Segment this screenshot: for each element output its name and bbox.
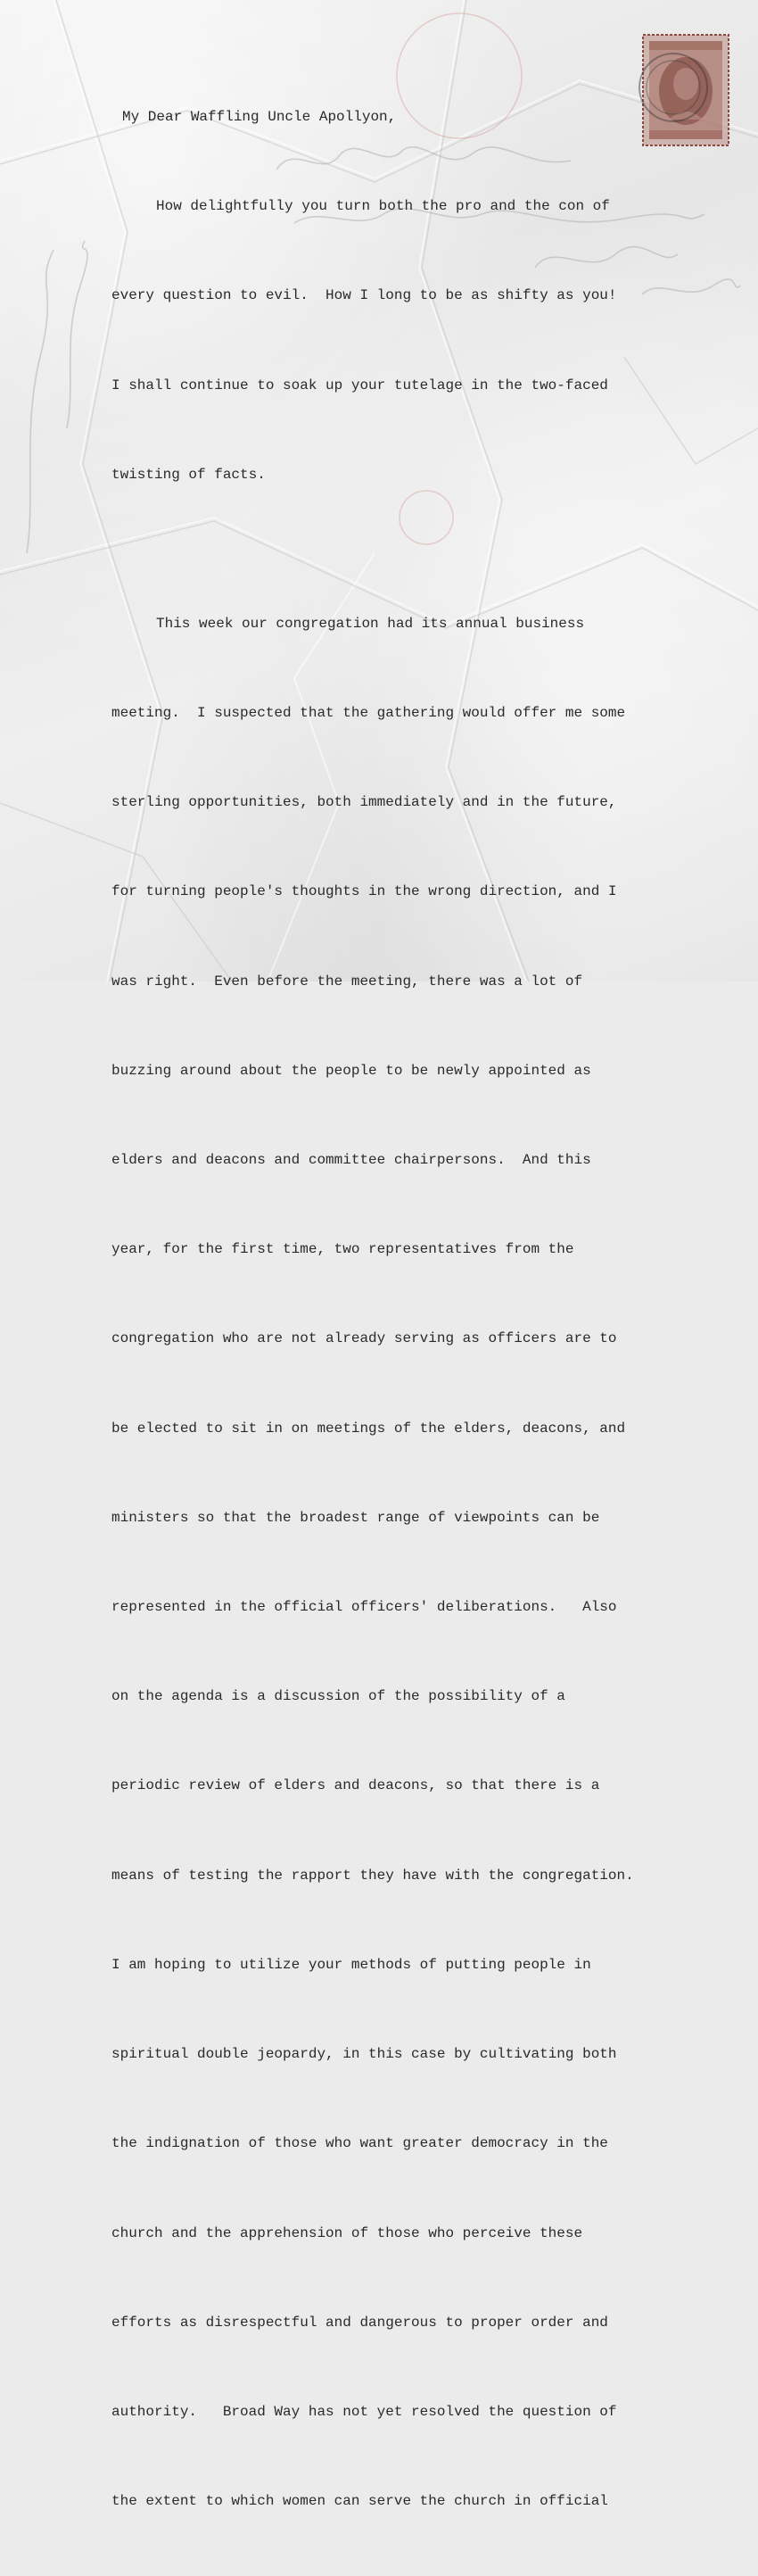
text-line: I shall continue to soak up your tutelage in the two-faced: [111, 377, 608, 393]
text-line: spiritual double jeopardy, in this case by cultivating both: [111, 2046, 617, 2063]
text-line: means of testing the rapport they have with the congregation.: [111, 1867, 634, 1884]
text-line: on the agenda is a discussion of the possibility of a: [111, 1688, 565, 1705]
text-line: church and the apprehension of those who perceive these: [111, 2224, 583, 2241]
text-line: the extent to which women can serve the church in official: [111, 2493, 608, 2510]
text-line: the indignation of those who want greater democracy in the: [111, 2135, 608, 2152]
paragraph-2: [111, 550, 682, 2576]
letter-body: [111, 103, 682, 2576]
text-line: This week our congregation had its annual business: [156, 615, 585, 632]
text-line: buzzing around about the people to be newly appointed as: [111, 1062, 591, 1079]
text-line: How delightfully you turn both the pro and the con of: [156, 198, 610, 215]
salutation: My Dear Waffling Uncle Apollyon,: [122, 109, 397, 125]
paragraph-1: [111, 132, 682, 550]
text-line: twisting of facts.: [111, 466, 266, 483]
text-line: elders and deacons and committee chairpersons. And this: [111, 1152, 591, 1169]
text-line: ministers so that the broadest range of viewpoints can be: [111, 1509, 600, 1526]
text-line: efforts as disrespectful and dangerous to proper order and: [111, 2314, 608, 2331]
text-line: sterling opportunities, both immediately and in the future,: [111, 794, 617, 811]
text-line: meeting. I suspected that the gathering would offer me some: [111, 705, 626, 722]
text-line: congregation who are not already serving as officers are to: [111, 1330, 617, 1347]
text-line: was right. Even before the meeting, there was a lot of: [111, 973, 583, 990]
text-line: every question to evil. How I long to be as shifty as you!: [111, 287, 617, 304]
text-line: year, for the first time, two representatives from the: [111, 1241, 574, 1258]
text-line: be elected to sit in on meetings of the elders, deacons, and: [111, 1420, 626, 1437]
text-line: represented in the official officers' deliberations. Also: [111, 1599, 617, 1616]
text-line: for turning people's thoughts in the wrong direction, and I: [111, 883, 617, 900]
text-line: I am hoping to utilize your methods of putting people in: [111, 1956, 591, 1973]
text-line: periodic review of elders and deacons, so that there is a: [111, 1777, 600, 1794]
text-line: authority. Broad Way has not yet resolved the question of: [111, 2403, 617, 2420]
